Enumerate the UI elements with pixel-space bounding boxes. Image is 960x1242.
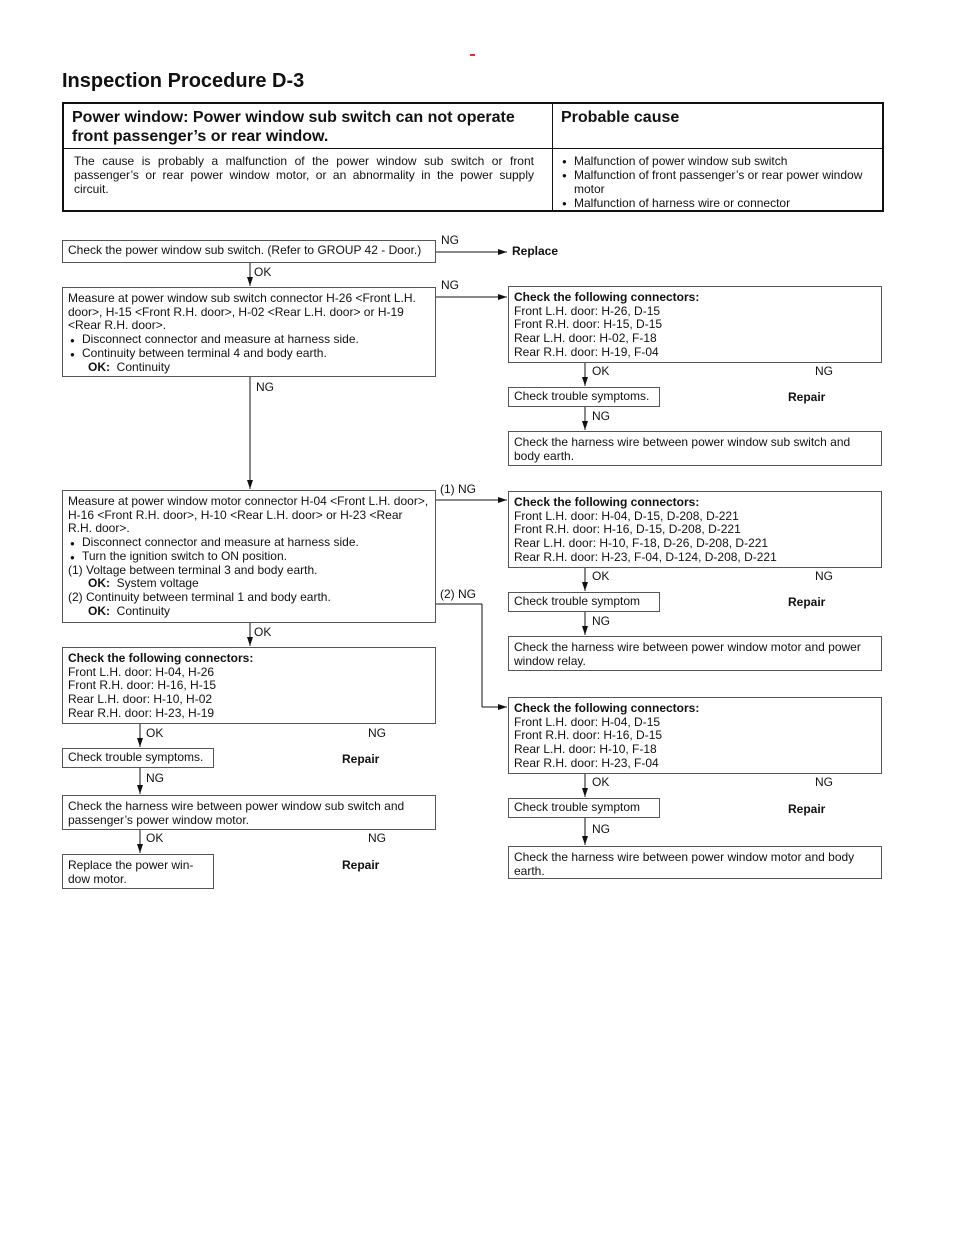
step-check-harness-motor-relay	[508, 636, 882, 671]
connector-line: Rear R.H. door: H-23, F-04, D-124, D-208, D-221	[514, 549, 777, 564]
ng-label: NG	[256, 380, 274, 394]
connector-line: Rear L.H. door: H-02, F-18	[514, 331, 657, 346]
cause-description: The cause is probably a malfunction of the power window sub switch or front passenger’s or rear power window motor, or an abnormality in the power supply circuit.	[74, 154, 534, 196]
connector-line: Front L.H. door: H-04, D-15	[514, 714, 661, 729]
step-text-line: R.H. door>.	[68, 521, 130, 536]
ng-label: NG	[441, 278, 459, 292]
step-text-line: Measure at power window sub switch connector H-26 <Front L.H.	[68, 291, 416, 305]
ng-label: NG	[592, 409, 610, 423]
connector-line: Front L.H. door: H-26, D-15	[514, 303, 661, 318]
condition-2: (2) Continuity between terminal 1 and body earth.	[68, 589, 331, 604]
ok-criteria-value: Continuity	[116, 359, 171, 374]
result-repair: Repair	[342, 752, 380, 766]
ng-label: NG	[815, 569, 833, 583]
ok-criteria-label: OK:	[88, 359, 110, 374]
result-repair: Repair	[788, 802, 826, 816]
step-text: Check trouble symptoms.	[514, 389, 650, 403]
step-check-trouble-symptom	[508, 592, 660, 612]
ok-criteria-label: OK:	[88, 603, 110, 618]
step-check-connectors-motor-relay	[508, 491, 882, 568]
ng-label: NG	[368, 831, 386, 845]
step-bullet: ● Disconnect connector and measure at harness side.	[68, 333, 430, 347]
step-check-connectors-switch-motor	[62, 647, 436, 724]
result-replace: Replace	[512, 244, 559, 258]
ng-label: NG	[815, 775, 833, 789]
step-text: Check the harness wire between power window motor and body earth.	[514, 850, 855, 878]
connector-line: Front R.H. door: H-16, H-15	[68, 678, 217, 693]
step-text-line: door>, H-15 <Front R.H. door>, H-02 <Rear L.H. door> or H-19	[68, 304, 404, 319]
ng-label: NG	[592, 614, 610, 628]
ok-criteria-label: OK:	[88, 576, 110, 591]
connector-line: Front R.H. door: H-16, D-15	[514, 728, 663, 743]
step-measure-motor-connector	[62, 490, 436, 623]
connector-line: Rear L.H. door: H-10, F-18	[514, 742, 657, 757]
ok-label: OK	[254, 265, 272, 279]
step-text: Check the harness wire between power window motor and power window relay.	[514, 640, 861, 668]
result-repair: Repair	[788, 390, 826, 404]
connector-line: Rear R.H. door: H-19, F-04	[514, 344, 659, 359]
step-check-trouble-symptom	[508, 798, 660, 818]
ok-label: OK	[592, 775, 610, 789]
result-repair: Repair	[342, 858, 380, 872]
ng-label: NG	[146, 771, 164, 785]
connector-line: Rear L.H. door: H-10, F-18, D-26, D-208, D-221	[514, 536, 769, 551]
step-text: Replace the power win- dow motor.	[68, 858, 194, 886]
ng-label: (1) NG	[440, 482, 476, 496]
connector-line: Rear R.H. door: H-23, H-19	[68, 705, 215, 720]
step-check-sub-switch	[62, 240, 436, 263]
step-text: Check the harness wire between power window sub switch and passenger’s power window motor.	[68, 799, 405, 827]
cause-item: ● Malfunction of harness wire or connector	[562, 196, 880, 210]
step-text: Check the harness wire between power window sub switch and body earth.	[514, 435, 851, 463]
step-bullet: ● Disconnect connector and measure at harness side.	[68, 536, 430, 550]
step-text-line: <Rear R.H. door>.	[68, 318, 167, 333]
connector-line: Rear L.H. door: H-10, H-02	[68, 692, 213, 707]
connector-line: Front L.H. door: H-04, H-26	[68, 664, 215, 679]
step-title: Check the following connectors:	[514, 495, 700, 509]
step-check-trouble-symptoms	[508, 387, 660, 407]
step-text: Check the power window sub switch. (Refer to GROUP 42 - Door.)	[68, 243, 422, 257]
step-bullet: ● Turn the ignition switch to ON position.	[68, 550, 430, 564]
connector-line: Front R.H. door: H-16, D-15, D-208, D-221	[514, 522, 741, 537]
step-title: Check the following connectors:	[514, 290, 700, 304]
connector-line: Rear R.H. door: H-23, F-04	[514, 755, 659, 770]
cause-item: ● Malfunction of front passenger’s or rear power window motor	[562, 168, 880, 196]
ng-label: NG	[815, 364, 833, 378]
ng-label: NG	[441, 233, 459, 247]
step-check-harness-motor-earth	[508, 846, 882, 879]
ok-criteria-value: System voltage	[116, 576, 199, 591]
step-text-line: Measure at power window motor connector H-04 <Front L.H. door>,	[68, 494, 429, 508]
result-repair: Repair	[788, 595, 826, 609]
symptom-title: Power window: Power window sub switch can not operate front passenger’s or rear window.	[72, 109, 515, 145]
step-text: Check trouble symptoms.	[68, 750, 204, 764]
ng-label: (2) NG	[440, 587, 476, 601]
step-text-line: H-16 <Front R.H. door>, H-10 <Rear L.H. door> or H-23 <Rear	[68, 507, 403, 522]
step-title: Check the following connectors:	[68, 651, 254, 665]
cause-item: ● Malfunction of power window sub switch	[562, 154, 880, 168]
step-check-connectors-sub-switch	[508, 286, 882, 363]
step-measure-sub-switch-connector	[62, 287, 436, 377]
step-bullet: ● Continuity between terminal 4 and body earth.	[68, 347, 430, 361]
step-title: Check the following connectors:	[514, 701, 700, 715]
ok-label: OK	[146, 726, 164, 740]
ok-label: OK	[592, 364, 610, 378]
step-check-trouble-symptoms	[62, 748, 214, 768]
step-text: Check trouble symptom	[514, 800, 641, 814]
probable-cause-title: Probable cause	[561, 109, 680, 126]
step-check-harness-switch-motor	[62, 795, 436, 830]
connector-line: Front L.H. door: H-04, D-15, D-208, D-221	[514, 508, 739, 523]
step-check-harness-earth	[508, 431, 882, 466]
connector-line: Front R.H. door: H-15, D-15	[514, 317, 663, 332]
step-check-connectors-motor-earth	[508, 697, 882, 774]
ng-label: NG	[592, 822, 610, 836]
step-replace-motor	[62, 854, 214, 889]
page-title: Inspection Procedure D-3	[62, 70, 305, 92]
condition-1: (1) Voltage between terminal 3 and body earth.	[68, 562, 318, 577]
ng-label: NG	[368, 726, 386, 740]
step-text: Check trouble symptom	[514, 594, 641, 608]
ok-label: OK	[146, 831, 164, 845]
ok-label: OK	[254, 625, 272, 639]
ok-criteria-value: Continuity	[116, 603, 171, 618]
ok-label: OK	[592, 569, 610, 583]
